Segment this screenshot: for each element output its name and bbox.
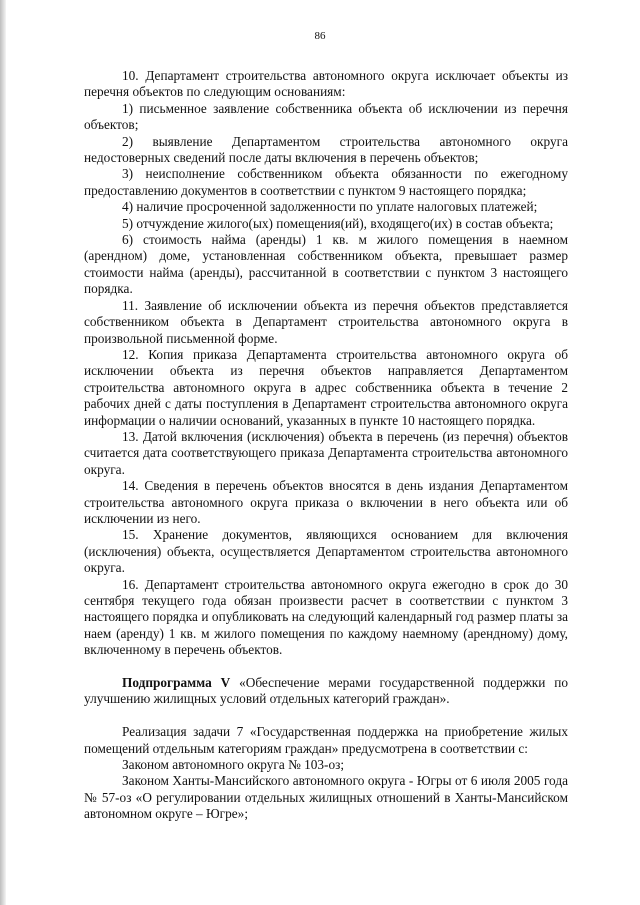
subprogram-label: Подпрограмма V xyxy=(122,675,231,691)
subprogram-title: «Обеспечение мерами государственной поддержки по улучшению жилищных условий отдельных категорий граждан». xyxy=(84,675,568,707)
subprogram-heading xyxy=(84,675,568,708)
paragraph-10-item-2: 2) выявление Департаментом строительства автономного округа недостоверных сведений после даты включения в перечень объектов; xyxy=(84,133,568,166)
paragraph-12: 12. Копия приказа Департамента строительства автономного округа об исключении объекта из перечня объектов направляется Департаментом строительства автономного округа в адрес собственника объекта в течение 2 рабочих дней с даты поступления в Департамент строительства автономного округа информации о наличии оснований, указанных в пункте 10 настоящего порядка. xyxy=(84,346,568,428)
paragraph-14: 14. Сведения в перечень объектов вносятся в день издания Департаментом строительства автономного округа приказа о включении в него объекта или об исключении из него. xyxy=(84,478,568,526)
law-reference-103: Законом автономного округа № 103-оз; xyxy=(122,757,345,773)
section-gap xyxy=(84,659,568,675)
paragraph-10-item-6: 6) стоимость найма (аренды) 1 кв. м жилого помещения в наемном (арендном) доме, установленная собственником объекта, превышает размер стоимости найма (аренды), рассчитанной в соответствии с пунктом 3 настоящего порядка. xyxy=(84,232,568,297)
paragraph-10-item-3: 3) неисполнение собственником объекта обязанности по ежегодному предоставлению документов в соответствии с пунктом 9 настоящего порядка; xyxy=(84,166,568,198)
document-body xyxy=(84,68,568,823)
page-edge-shadow xyxy=(0,0,6,905)
section-gap xyxy=(84,708,568,724)
page-number: 86 xyxy=(314,30,326,42)
paragraph-10-item-4: 4) наличие просроченной задолженности по уплате налоговых платежей; xyxy=(122,199,538,215)
paragraph-16: 16. Департамент строительства автономного округа ежегодно в срок до 30 сентября текущего года обязан произвести расчет в соответствии с пунктом 3 настоящего порядка и опубликовать на следующий календарный год размер платы за наем (аренду) 1 кв. м жилого помещения по каждому наемному (арендному) дому, включенному в перечень объектов. xyxy=(84,576,568,658)
paragraph-13: 13. Датой включения (исключения) объекта в перечень (из перечня) объектов считается дата соответствующего приказа Департамента строительства автономного округа. xyxy=(84,428,568,477)
law-reference-57: Законом Ханты-Мансийского автономного округа - Югры от 6 июля 2005 года № 57-оз «О регулировании отдельных жилищных отношений в Ханты-Мансийском автономном округе – Югре»; xyxy=(84,773,568,822)
paragraph-11: 11. Заявление об исключении объекта из перечня объектов представляется собственником объекта в Департамент строительства автономного округа в произвольной письменной форме. xyxy=(84,297,568,346)
paragraph-10-item-1: 1) письменное заявление собственника объекта об исключении из перечня объектов; xyxy=(84,100,568,133)
paragraph-10-item-5: 5) отчуждение жилого(ых) помещения(ий), входящего(их) в состав объекта; xyxy=(122,215,554,231)
paragraph-15: 15. Хранение документов, являющихся основанием для включения (исключения) объекта, осуществляется Департаментом строительства автономного округа. xyxy=(84,527,568,576)
implementation-paragraph: Реализация задачи 7 «Государственная поддержка на приобретение жилых помещений отдельным категориям граждан» предусмотрена в соответствии с: xyxy=(84,724,568,756)
paragraph-10: 10. Департамент строительства автономного округа исключает объекты из перечня объектов по следующим основаниям: xyxy=(84,68,568,100)
